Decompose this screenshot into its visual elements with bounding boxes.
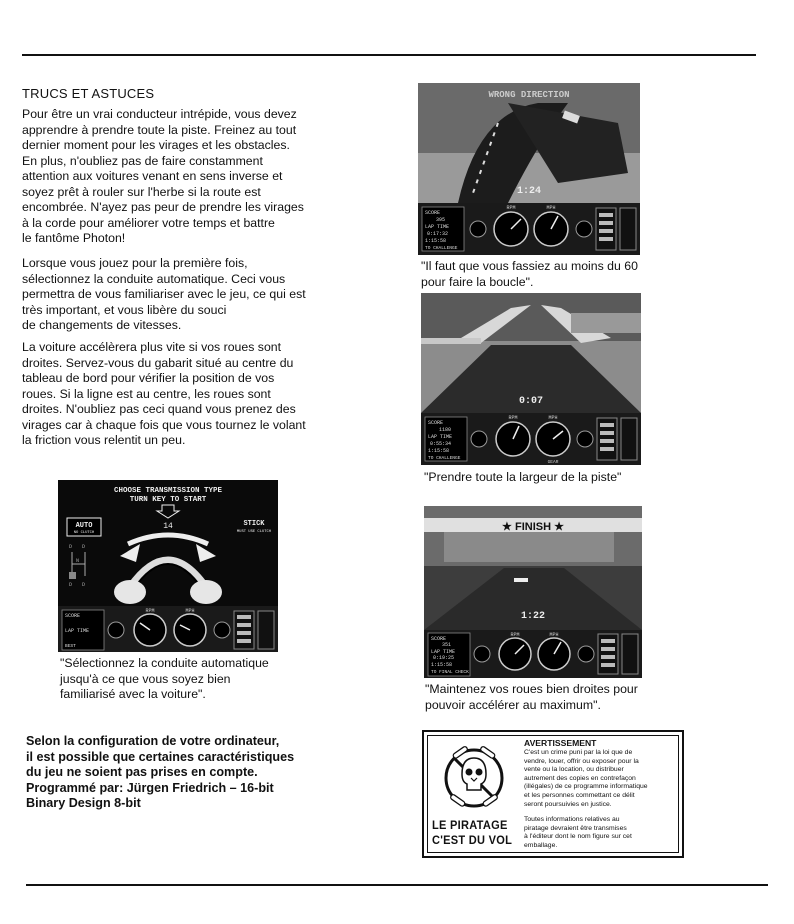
transmission-counter: 14 [163, 522, 173, 531]
svg-text:BEST: BEST [65, 644, 76, 649]
right-glove-icon [190, 580, 222, 604]
dashboard-track-width [421, 413, 641, 465]
screenshot-track-width [421, 293, 641, 465]
svg-text:N: N [76, 558, 80, 564]
auto-label: AUTO [75, 522, 93, 530]
caption-loop: "Il faut que vous fassiez au moins du 60 pour faire la boucle". [421, 259, 638, 289]
screenshot-finish [424, 506, 642, 678]
svg-text:1:15:58: 1:15:58 [431, 662, 453, 668]
transmission-subtitle: TURN KEY TO START [129, 496, 207, 504]
svg-text:LAP TIME: LAP TIME [431, 649, 456, 655]
finish-banner: ★ FINISH ★ [502, 521, 564, 533]
section-heading: TRUCS ET ASTUCES [22, 86, 155, 101]
svg-text:LAP TIME: LAP TIME [425, 224, 450, 230]
svg-text:TO CHALLENGE: TO CHALLENGE [425, 246, 458, 251]
timer-track-width: 0:07 [518, 396, 544, 407]
configuration-note: Selon la configuration de votre ordinateur, il est possible que certaines caractéristiques du jeu ne soient pas prises en compte. Programmé par: Jürgen Friedrich – 16-bit Binary Design 8-bit [26, 734, 295, 811]
auto-sublabel: NO CLUTCH [73, 531, 95, 535]
svg-text:351: 351 [442, 642, 452, 648]
paragraph-tips: Pour être un vrai conducteur intrépide, vous devez apprendre à prendre toute la piste. Freinez au tout dernier moment pour les virages et les obstacles. En plus, n'oubliez pas de faire constamment attention aux voitures venant en sens inverse et soyez prêt à rouler sur l'herbe si la route est encombrée. N'ayez pas peur de prendre les virages à la corde pour améliorer votre temps et battre le fantôme Photon! [22, 107, 304, 245]
paragraph-wheels: La voiture accélèrera plus vite si vos roues sont droites. Servez-vous du gabarit situé au centre du tableau de bord pour vérifier la position de vos roues. Si la ligne est au centre, les roues sont droites. N'oubliez pas ceci quand vous prenez des virages car à chaque fois que vous tournez le volant la friction vous relentit un peu. [22, 340, 306, 447]
top-rule [22, 54, 756, 56]
slogan-line-2: C'EST DU VOL [432, 833, 513, 847]
left-glove-icon [114, 580, 146, 604]
warning-text-1: C'est un crime puni par la loi que de vendre, louer, offrir ou exposer pour la vente ou la location, ou distribuer autrement des copies en contrefaçon (illégales) de ce programme informatique et les personnes commettant ce délit seront poursuivies en justice. [524, 749, 648, 808]
svg-text:SCORE: SCORE [65, 613, 81, 619]
caption-track-width: "Prendre toute la largeur de la piste" [424, 470, 622, 484]
svg-text:D: D [82, 544, 86, 550]
dashboard-finish [424, 630, 642, 678]
overlay-wrong-direction: WRONG DIRECTION [488, 90, 570, 100]
screenshot-loop [418, 83, 640, 255]
svg-text:LAP TIME: LAP TIME [65, 628, 90, 634]
piracy-warning-box [422, 730, 684, 858]
svg-text:LAP TIME: LAP TIME [428, 434, 453, 440]
svg-text:RPM: RPM [508, 415, 518, 421]
timer-finish: 1:22 [520, 611, 546, 622]
svg-text:0:17:32: 0:17:32 [427, 231, 449, 237]
svg-text:1:15:58: 1:15:58 [425, 238, 447, 244]
stick-sublabel: MUST USE CLUTCH [236, 530, 272, 534]
no-piracy-skull-icon [438, 740, 510, 816]
svg-text:MPH: MPH [548, 415, 558, 421]
caption-transmission: "Sélectionnez la conduite automatique jusqu'à ce que vous soyez bien familiarisé avec la voiture". [60, 656, 269, 701]
svg-text:D: D [69, 582, 73, 588]
svg-text:SCORE: SCORE [431, 636, 447, 642]
svg-text:0:19:25: 0:19:25 [433, 655, 455, 661]
stick-label[interactable]: STICK [243, 520, 265, 528]
bottom-rule [26, 884, 768, 886]
svg-text:MPH: MPH [549, 632, 559, 638]
svg-text:MPH: MPH [185, 608, 195, 614]
caption-finish: "Maintenez vos roues bien droites pour pouvoir accélérer au maximum". [425, 682, 638, 712]
svg-text:D: D [82, 582, 86, 588]
svg-text:SCORE: SCORE [428, 420, 444, 426]
paragraph-automatic: Lorsque vous jouez pour la première fois, sélectionnez la conduite automatique. Ceci vous permettra de vous familiariser avec le jeu, ce qui est très important, et vous libère du souci de changements de vitesses. [22, 256, 306, 332]
svg-text:1:15:58: 1:15:58 [428, 448, 450, 454]
dashboard-transmission [58, 606, 278, 652]
slogan-line-1: LE PIRATAGE [432, 818, 508, 832]
svg-text:TO CHALLENGE: TO CHALLENGE [428, 456, 461, 461]
warning-title: AVERTISSEMENT [524, 738, 597, 748]
dashboard-loop [418, 203, 640, 255]
svg-text:1180: 1180 [439, 427, 452, 433]
svg-text:MPH: MPH [546, 205, 556, 211]
svg-text:SCORE: SCORE [425, 210, 441, 216]
svg-text:RPM: RPM [145, 608, 155, 614]
svg-text:395: 395 [436, 217, 446, 223]
timer-loop: 1:24 [516, 186, 542, 197]
screenshot-transmission [58, 480, 278, 652]
svg-text:RPM: RPM [510, 632, 520, 638]
svg-text:GEAR: GEAR [547, 460, 559, 465]
svg-text:0:55:34: 0:55:34 [430, 441, 452, 447]
svg-text:RPM: RPM [506, 205, 516, 211]
svg-text:D: D [69, 544, 73, 550]
warning-text-2: Toutes informations relatives au piratage devraient être transmises à l'éditeur dont le nom figure sur cet emballage. [524, 816, 632, 849]
svg-text:TO FINAL CHECK: TO FINAL CHECK [431, 670, 469, 675]
transmission-title: CHOOSE TRANSMISSION TYPE [113, 487, 223, 495]
